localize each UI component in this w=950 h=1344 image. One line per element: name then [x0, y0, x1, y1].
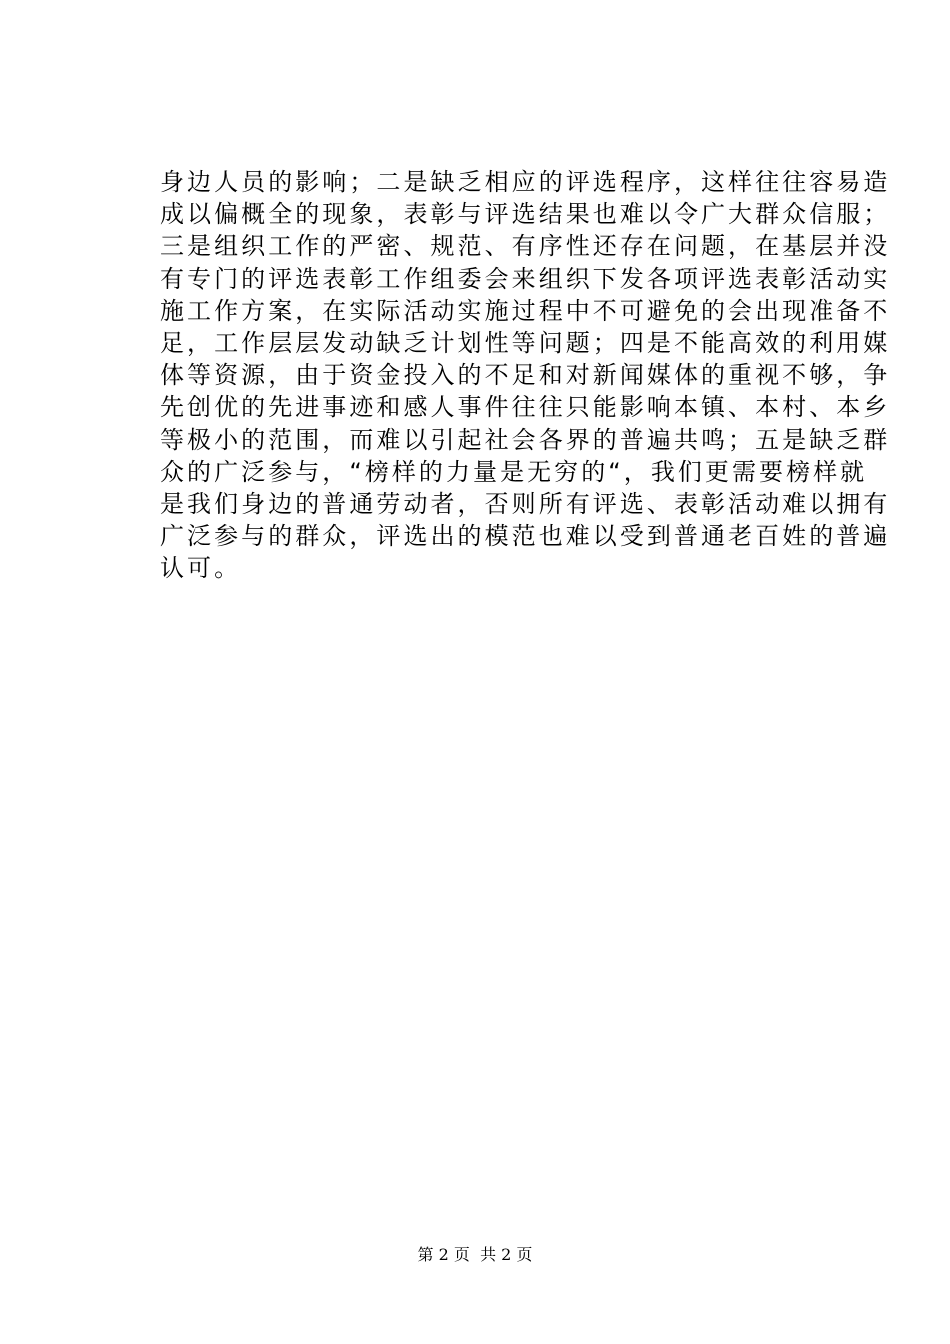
- paragraph-line: 先创优的先进事迹和感人事件往往只能影响本镇、本村、本乡: [160, 393, 891, 422]
- paragraph-line: 三是组织工作的严密、规范、有序性还存在问题，在基层并没: [160, 232, 891, 261]
- body-paragraph: [160, 166, 891, 584]
- paragraph-line: 广泛参与的群众，评选出的模范也难以受到普通老百姓的普遍: [160, 522, 891, 551]
- page-number-footer: 第 2 页 共 2 页: [417, 1245, 533, 1264]
- paragraph-line: 施工作方案，在实际活动实施过程中不可避免的会出现准备不: [160, 296, 891, 325]
- paragraph-line: 是我们身边的普通劳动者，否则所有评选、表彰活动难以拥有: [160, 489, 891, 518]
- paragraph-line: 体等资源，由于资金投入的不足和对新闻媒体的重视不够，争: [160, 361, 891, 390]
- paragraph-line: 众的广泛参与，“榜样的力量是无穷的“，我们更需要榜样就: [160, 457, 868, 486]
- paragraph-line: 成以偏概全的现象，表彰与评选结果也难以令广大群众信服；: [160, 200, 891, 229]
- paragraph-line: 有专门的评选表彰工作组委会来组织下发各项评选表彰活动实: [160, 264, 891, 293]
- paragraph-line: 身边人员的影响；二是缺乏相应的评选程序，这样往往容易造: [160, 168, 891, 196]
- paragraph-line: 认可。: [160, 554, 242, 583]
- paragraph-line: 等极小的范围，而难以引起社会各界的普遍共鸣；五是缺乏群: [160, 425, 891, 454]
- paragraph-line: 足，工作层层发动缺乏计划性等问题；四是不能高效的利用媒: [160, 328, 891, 357]
